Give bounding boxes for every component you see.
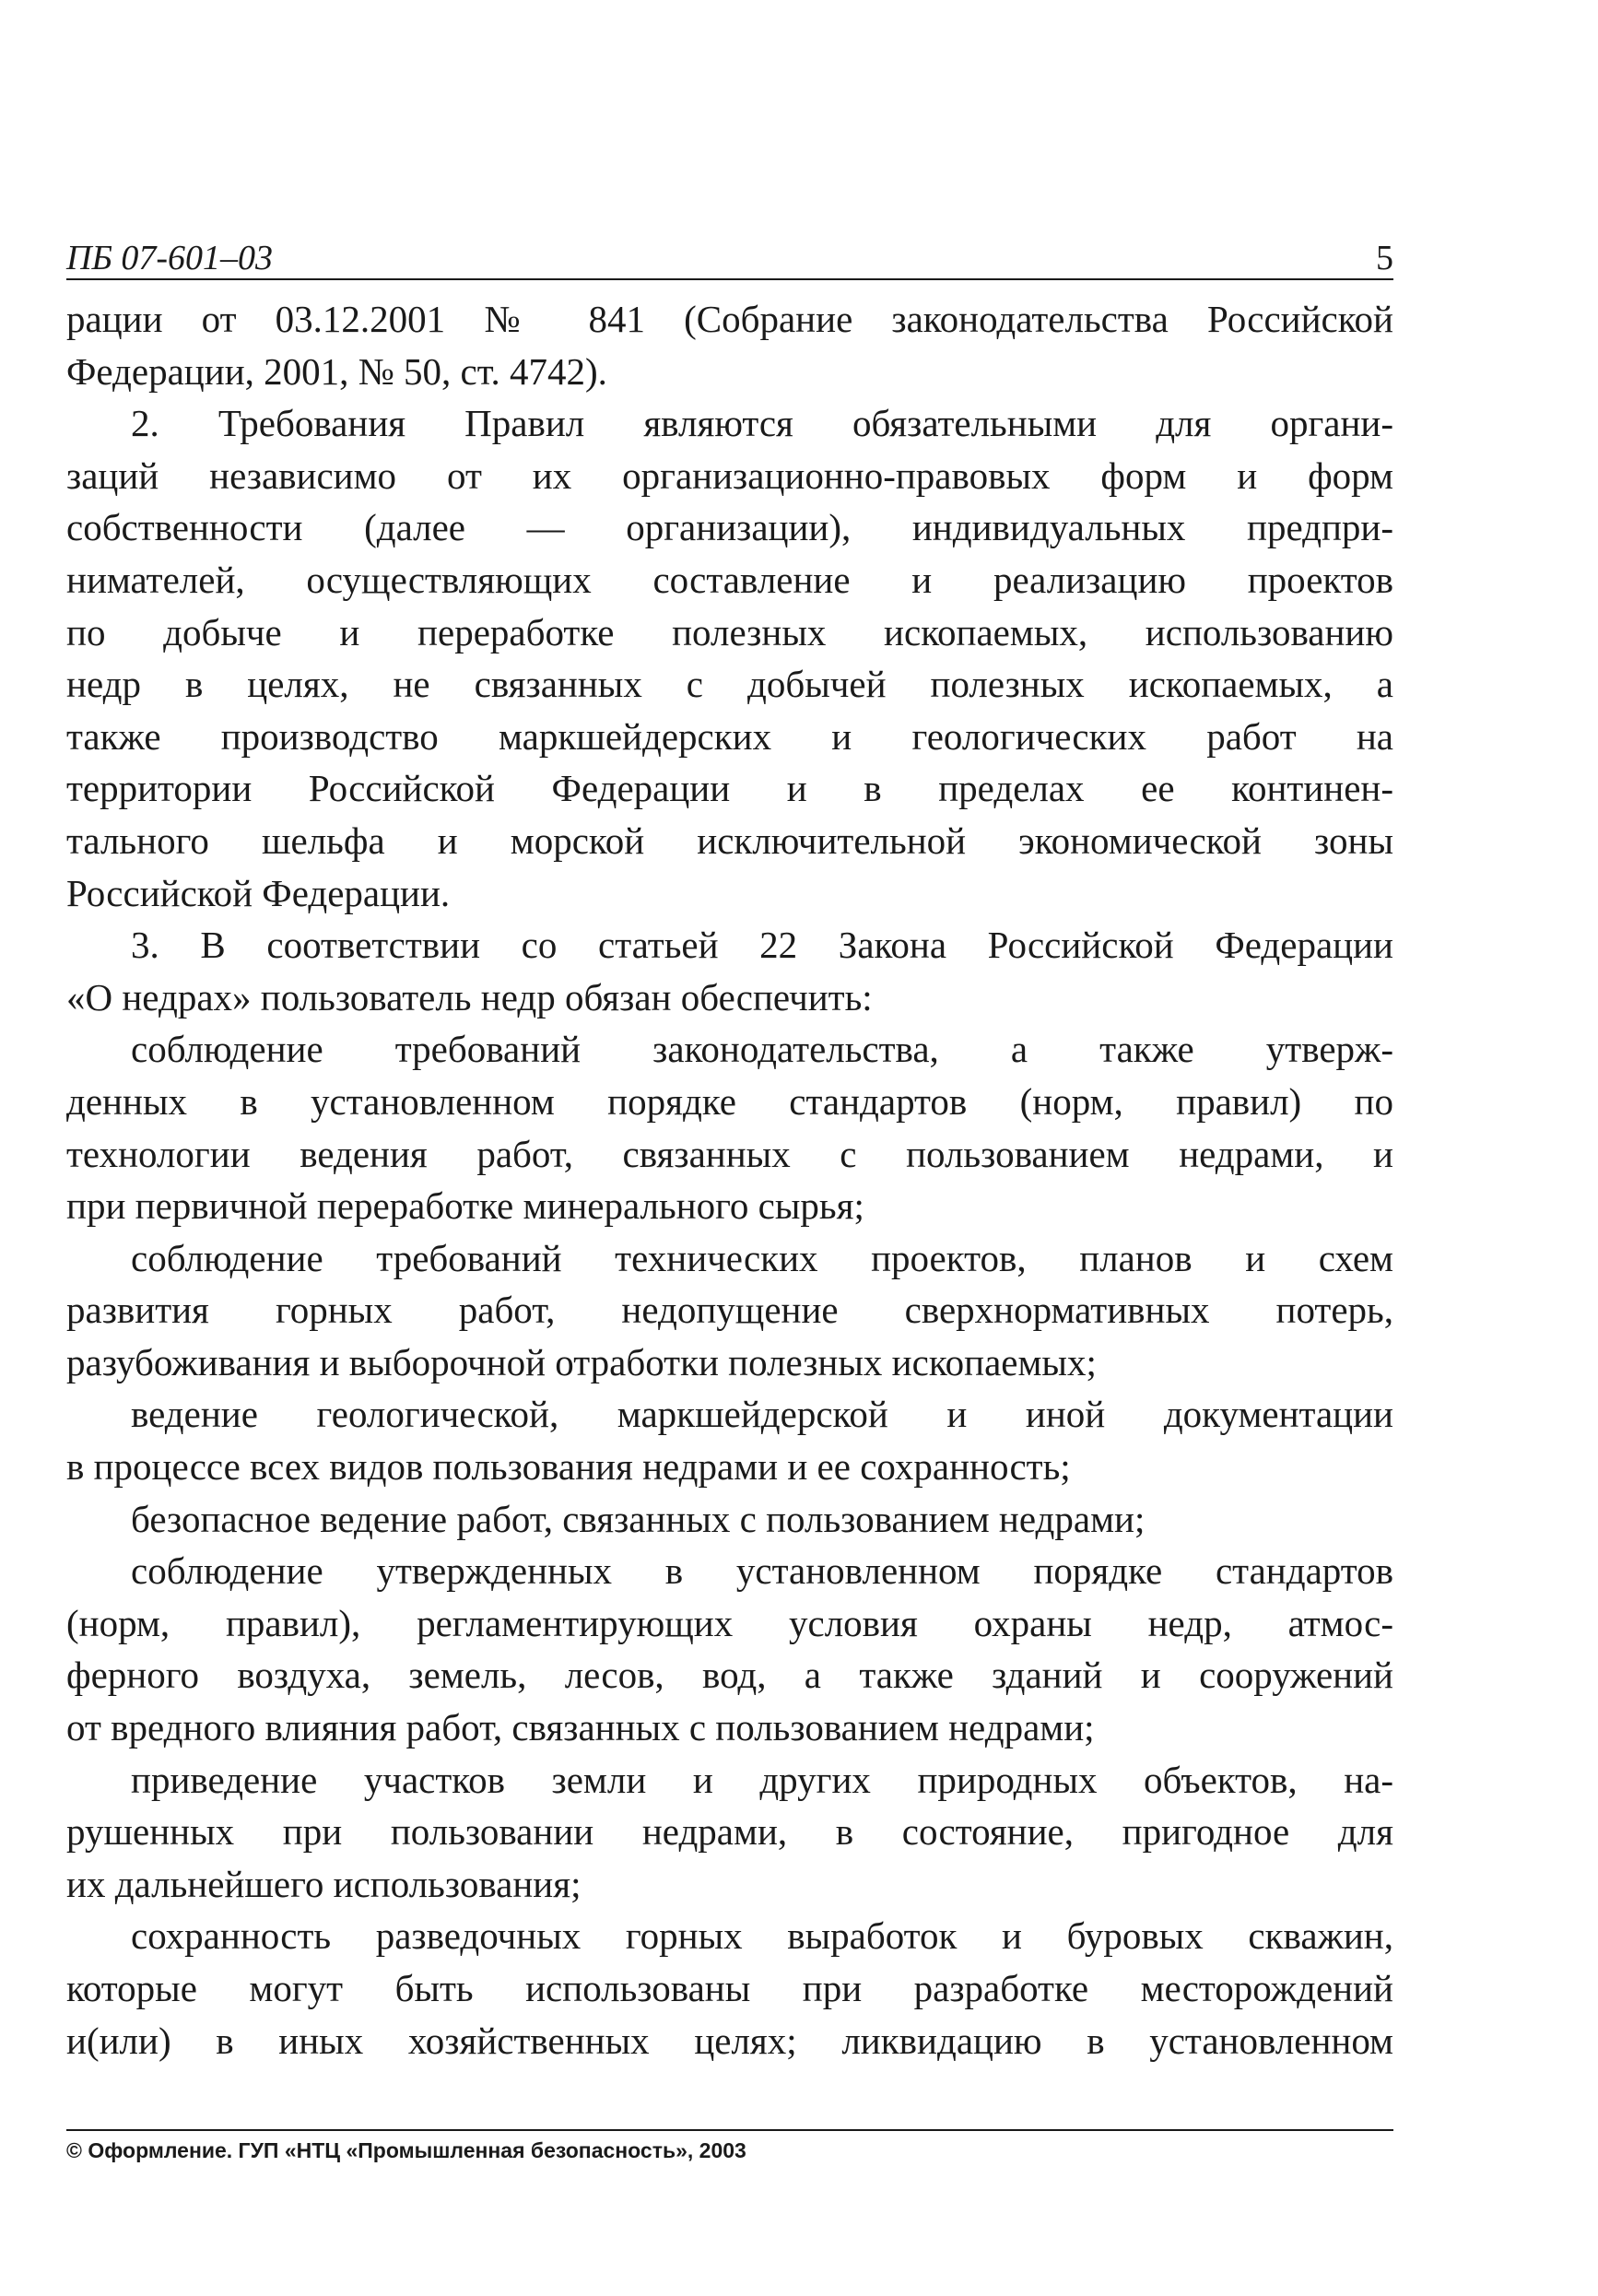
text-line: соблюдение требований технических проектов, планов и схем (131, 1236, 1393, 1279)
text-line: тального шельфа и морской исключительной экономической зоны (66, 818, 1393, 862)
text-line: недр в целях, не связанных с добычей полезных ископаемых, а (66, 663, 1393, 706)
text-line: соблюдение требований законодательства, а также утверж- (131, 1028, 1393, 1071)
text-line: сохранность разведочных горных выработок и буровых скважин, (131, 1914, 1393, 1958)
text-line: и(или) в иных хозяйственных целях; ликвидацию в установленном (66, 2019, 1393, 2062)
text-line: собственности (далее — организации), индивидуальных предпри- (66, 506, 1393, 549)
text-line: соблюдение утвержденных в установленном порядке стандартов (131, 1549, 1393, 1593)
text-line: от вредного влияния работ, связанных с пользованием недрами; (66, 1706, 1095, 1749)
header-divider (66, 278, 1393, 280)
text-line: нимателей, осуществляющих составление и реализацию проектов (66, 558, 1393, 601)
text-line: при первичной переработке минерального сырья; (66, 1184, 864, 1228)
text-line: денных в установленном порядке стандартов (норм, правил) по (66, 1079, 1393, 1123)
text-line: 2. Требования Правил являются обязательными для органи- (131, 402, 1393, 445)
text-line: ферного воздуха, земель, лесов, вод, а также зданий и сооружений (66, 1654, 1393, 1697)
text-line: безопасное ведение работ, связанных с пользованием недрами; (131, 1497, 1146, 1540)
copyright-footer: © Оформление. ГУП «НТЦ «Промышленная безопасность», 2003 (66, 2138, 746, 2162)
text-line: территории Российской Федерации и в пределах ее континен- (66, 767, 1393, 810)
text-line: их дальнейшего использования; (66, 1862, 582, 1905)
text-line: рушенных при пользовании недрами, в состояние, пригодное для (66, 1810, 1393, 1854)
text-line: разубоживания и выборочной отработки полезных ископаемых; (66, 1340, 1097, 1383)
text-line: приведение участков земли и других природных объектов, на- (131, 1758, 1393, 1801)
text-line: которые могут быть использованы при разработке месторождений (66, 1967, 1393, 2009)
text-line: 3. В соответствии со статьей 22 Закона Российской Федерации (131, 924, 1393, 967)
text-line: в процессе всех видов пользования недрами и ее сохранность; (66, 1445, 1071, 1489)
text-line: развития горных работ, недопущение сверхнормативных потерь, (66, 1289, 1393, 1332)
document-code: ПБ 07-601–03 (66, 239, 274, 277)
text-line: Федерации, 2001, № 50, ст. 4742). (66, 349, 607, 393)
page-header (66, 235, 1393, 283)
page-number: 5 (1376, 239, 1393, 277)
text-line: технологии ведения работ, связанных с пользованием недрами, и (66, 1132, 1393, 1175)
text-line: «О недрах» пользователь недр обязан обеспечить: (66, 975, 873, 1018)
text-line: Российской Федерации. (66, 871, 451, 914)
text-line: также производство маркшейдерских и геологических работ на (66, 714, 1393, 758)
footer-divider (66, 2129, 1393, 2131)
text-line: по добыче и переработке полезных ископаемых, использованию (66, 610, 1393, 653)
text-line: рации от 03.12.2001 № 841 (Собрание законодательства Российской (66, 298, 1393, 340)
text-line: ведение геологической, маркшейдерской и иной документации (131, 1393, 1393, 1436)
body-text (66, 293, 1393, 2127)
text-line: заций независимо от их организационно-правовых форм и форм (66, 453, 1393, 497)
text-line: (норм, правил), регламентирующих условия охраны недр, атмос- (66, 1601, 1393, 1644)
